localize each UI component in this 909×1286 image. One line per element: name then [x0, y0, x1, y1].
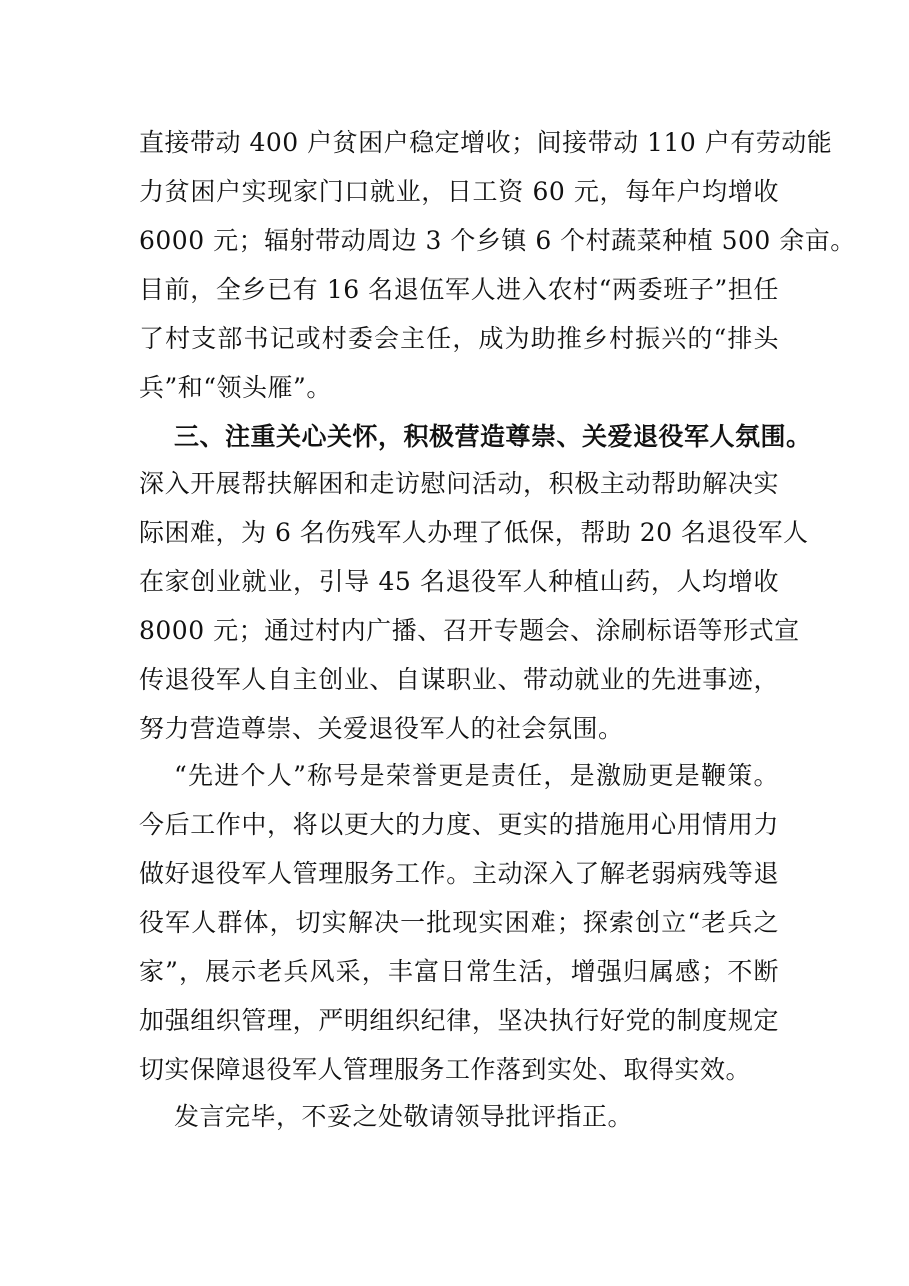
paragraph-line: 传退役军人自主创业、自谋职业、带动就业的先进事迹，: [139, 665, 779, 694]
section-heading: 三、注重关心关怀，积极营造尊崇、关爱退役军人氛围。: [174, 422, 812, 451]
paragraph-line: 切实保障退役军人管理服务工作落到实处、取得实效。: [139, 1055, 752, 1084]
paragraph-line: 了村支部书记或村委会主任，成为助推乡村振兴的“排头: [139, 324, 779, 353]
paragraph-line: “先进个人”称号是荣誉更是责任，是激励更是鞭策。: [174, 761, 779, 790]
paragraph-line: 力贫困户实现家门口就业，日工资 60 元，每年户均增收: [139, 177, 779, 206]
paragraph-line: 努力营造尊崇、关爱退役军人的社会氛围。: [139, 714, 624, 743]
paragraph-line: 际困难，为 6 名伤残军人办理了低保，帮助 20 名退役军人: [139, 518, 809, 547]
paragraph-line: 做好退役军人管理服务工作。主动深入了解老弱病残等退: [139, 859, 779, 888]
paragraph-line: 直接带动 400 户贫困户稳定增收；间接带动 110 户有劳动能: [139, 128, 833, 157]
paragraph-line: 8000 元；通过村内广播、召开专题会、涂刷标语等形式宣: [139, 616, 800, 645]
paragraph-line: 兵”和“领头雁”。: [139, 373, 332, 402]
paragraph-line: 深入开展帮扶解困和走访慰问活动，积极主动帮助解决实: [139, 469, 779, 498]
paragraph-line: 6000 元；辐射带动周边 3 个乡镇 6 个村蔬菜种植 500 余亩。: [139, 226, 856, 255]
paragraph-line: 家”，展示老兵风采，丰富日常生活，增强归属感；不断: [139, 957, 779, 986]
paragraph-line: 今后工作中，将以更大的力度、更实的措施用心用情用力: [139, 810, 779, 839]
paragraph-line: 役军人群体，切实解决一批现实困难；探索创立“老兵之: [139, 908, 779, 937]
paragraph-line: 在家创业就业，引导 45 名退役军人种植山药，人均增收: [139, 567, 779, 596]
paragraph-line: 加强组织管理，严明组织纪律，坚决执行好党的制度规定: [139, 1006, 779, 1035]
closing-line: 发言完毕，不妥之处敬请领导批评指正。: [174, 1102, 634, 1131]
paragraph-line: 目前，全乡已有 16 名退伍军人进入农村“两委班子”担任: [139, 275, 779, 304]
